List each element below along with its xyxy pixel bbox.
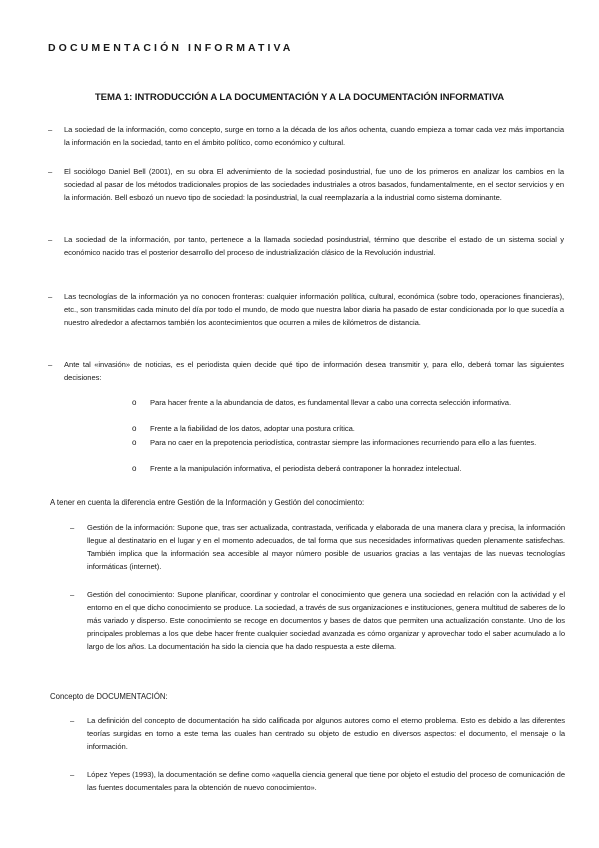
list-dash: – [48, 235, 53, 244]
list-dash: – [48, 167, 53, 176]
list-dash: – [70, 590, 75, 599]
difference-item: Gestión del conocimiento: Supone planificar, coordinar y controlar el conocimiento que genera una sociedad en relación con la actividad y el entorno en el que dicho conocimiento se produce. La sociedad, a través de sus organizaciones e instituciones, genera multitud de saberes de lo más variado y disperso. Este conocimiento se recoge en documentos y bases de datos que permiten una actualización constante. Uno de los principales problemas a los que debe hacer frente cualquier sociedad avanzada es cómo organizar y aprovechar todo el saber acumulado a lo largo de los años. La documentación ha sido la ciencia que ha dado respuesta a este dilema. [87, 590, 565, 651]
list-dash: – [48, 292, 53, 301]
list-dash: – [70, 770, 75, 779]
list-dash: – [70, 716, 75, 725]
bullet-marker: o [132, 464, 137, 473]
decision-item: Frente a la manipulación informativa, el periodista deberá contraponer la honradez intelectual. [150, 464, 462, 473]
intro-paragraph: Las tecnologías de la información ya no conocen fronteras: cualquier información política, cultural, económica (sobre todo, operaciones financieras), etc., son transmitidas cada minuto del día por todo el mundo, de modo que nuestra labor diaria ha pasado de estar condicionada por lo que sucedía a nuestro alrededor a afectarnos también los acontecimientos que ocurren a miles de kilómetros de distancia. [64, 292, 564, 327]
concept-item: López Yepes (1993), la documentación se define como «aquella ciencia general que tiene por objeto el estudio del proceso de comunicación de las fuentes documentales para la obtención de nuevo conocimiento». [87, 770, 565, 792]
bullet-marker: o [132, 398, 137, 407]
decision-item: Frente a la fiabilidad de los datos, adoptar una postura crítica. [150, 424, 355, 433]
list-dash: – [70, 523, 75, 532]
bullet-marker: o [132, 424, 137, 433]
list-dash: – [48, 125, 53, 134]
concept-heading: Concepto de DOCUMENTACIÓN: [50, 692, 168, 701]
intro-paragraph: El sociólogo Daniel Bell (2001), en su obra El advenimiento de la sociedad posindustrial, fue uno de los primeros en analizar los cambios en la sociedad al pasar de los métodos tradicionales propios de las sociedades industriales a otros basados, fundamentalmente, en el sector servicios y en la información. Bell esbozó un nuevo tipo de sociedad: la posindustrial, la cual reemplazaría a la industrial como sistema dominante. [64, 167, 564, 202]
intro-paragraph: La sociedad de la información, como concepto, surge en torno a la década de los años ochenta, cuando empieza a tomar cada vez más importancia la información en la sociedad, tanto en el ámbito político, como económico y cultural. [64, 125, 564, 147]
document-header: DOCUMENTACIÓN INFORMATIVA [48, 42, 294, 54]
difference-heading: A tener en cuenta la diferencia entre Gestión de la Información y Gestión del conocimiento: [50, 498, 365, 507]
concept-item: La definición del concepto de documentación ha sido calificada por algunos autores como el eterno problema. Esto es debido a las diferentes teorías surgidas en torno a este tema las cuales han centrado su objeto de estudio en diversos aspectos: el documento, el mensaje o la información. [87, 716, 565, 751]
topic-title: TEMA 1: INTRODUCCIÓN A LA DOCUMENTACIÓN Y A LA DOCUMENTACIÓN INFORMATIVA [94, 92, 505, 103]
bullet-marker: o [132, 438, 137, 447]
intro-paragraph: La sociedad de la información, por tanto, pertenece a la llamada sociedad posindustrial, término que describe el estado de un sistema social y económico nacido tras el posterior desarrollo del proceso de industrialización clásico de la Revolución industrial. [64, 235, 564, 257]
difference-item: Gestión de la información: Supone que, tras ser actualizada, contrastada, verificada y elaborada de una manera clara y precisa, la información llegue al destinatario en el lugar y en el momento adecuados, de tal forma que sus necesidades informativas queden plenamente satisfechas. También implica que la información sea accesible al mayor número posible de usuarios gracias a las ventajas de las nuevas tecnologías informáticas (internet). [87, 523, 565, 571]
decision-item: Para no caer en la prepotencia periodística, contrastar siempre las informaciones recurriendo para ello a las fuentes. [150, 438, 537, 447]
intro-paragraph: Ante tal «invasión» de noticias, es el periodista quien decide qué tipo de información desea transmitir y, para ello, deberá tomar las siguientes decisiones: [64, 360, 564, 382]
decision-item: Para hacer frente a la abundancia de datos, es fundamental llevar a cabo una correcta selección informativa. [150, 398, 512, 407]
list-dash: – [48, 360, 53, 369]
